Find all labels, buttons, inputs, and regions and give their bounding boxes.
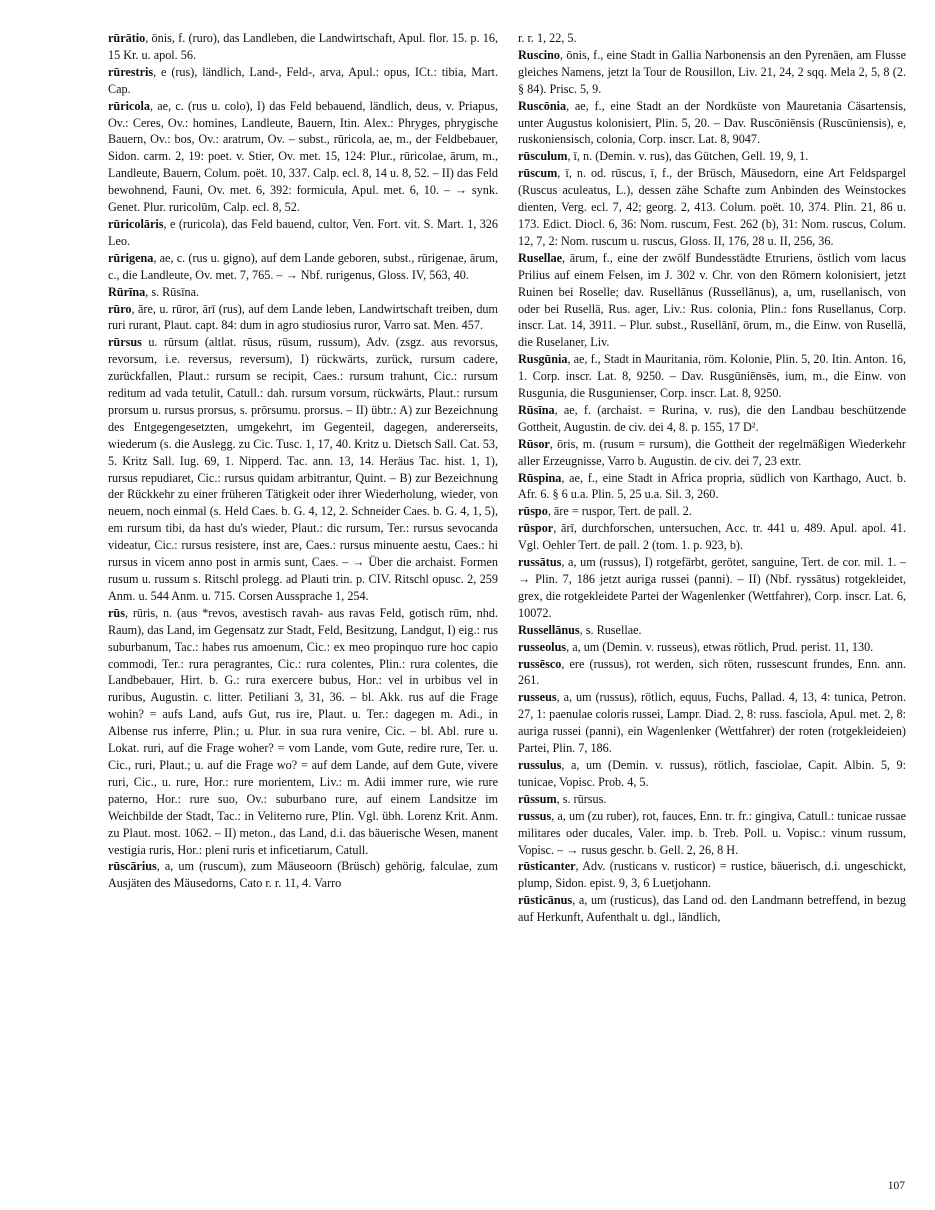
entry-text: r. r. 1, 22, 5. — [518, 31, 577, 45]
entry-headword: Rusgūnia — [518, 352, 568, 367]
dictionary-entry — [518, 808, 906, 859]
dictionary-entry — [108, 858, 498, 892]
dictionary-entry — [108, 98, 498, 216]
entry-headword: rūrsus — [108, 335, 142, 350]
right-column — [518, 30, 906, 926]
entry-text: , ōnis, f. (ruro), das Landleben, die Landwirtschaft, Apul. flor. 15. p. 16, 15 Kr. u. apol. 56. — [108, 31, 498, 62]
entry-headword: russulus — [518, 757, 562, 772]
entry-headword: Rūrīna — [108, 284, 146, 299]
entry-headword: rūspor — [518, 521, 554, 536]
dictionary-entry — [518, 436, 906, 470]
entry-text: , āre, u. rūror, ārī (rus), auf dem Lande leben, Landwirtschaft treiben, dum ruri rurant, Plaut. capt. 84: dum in agro studiosius ruror, Varro sat. Men. 457. — [108, 301, 498, 333]
entry-text: , ae, f., Stadt in Mauritania, röm. Kolonie, Plin. 5, 20. Itin. Anton. 16, 1. Corp. inscr. Lat. 8, 9250. – Dav. Rusgūniēnsēs, ium, m., die Einw. von Rusgunia, die Rusgunienser, Corp. inscr. Lat. 8, 9250. — [518, 352, 906, 401]
entry-headword: russeus — [518, 690, 557, 705]
entry-headword: rūsticanter — [518, 859, 576, 874]
dictionary-entry — [518, 351, 906, 402]
entry-headword: rūricola — [108, 98, 150, 113]
dictionary-entry — [518, 639, 906, 656]
entry-headword: rūrigena — [108, 250, 154, 265]
dictionary-entry — [518, 689, 906, 757]
entry-text: , ae, c. (rus u. colo), I) das Feld bebauend, ländlich, deus, v. Priapus, Ov.: Ceres, Ov.: homines, Landleute, Bauern, Itin. Alex.: Phryges, phrygische Bauern, Ov.: bos, Ov.: aratrum, Ov. – subst., rūricola, ae, m., der Feldbebauer, Sidon. carm. 2, 19: poet. v. Stier, Ov. met. 15, 124: Plur., rūricolae, ārum, m., Landleute, Bauern, Colum. poët. 10, 337. Calp. ecl. 8, 14 u. 8, 52. – II) das Feld bewohnend, Fauni, Ov. met. 6, 392: formicula, Apul. met. 6, 10. – → synk. Genet. Plur. ruricolūm, Calp. ecl. 8, 52. — [108, 98, 498, 215]
entry-text: , Adv. (rusticans v. rusticor) = rustice, bäuerisch, d.i. ungeschickt, plump, Sidon. epist. 9, 3, 6 Luetjohann. — [518, 859, 906, 891]
entry-headword: Russellānus — [518, 622, 580, 637]
entry-text: , s. Rūsīna. — [145, 284, 200, 299]
dictionary-entry — [108, 301, 498, 335]
entry-text: , ī, n. od. rūscus, ī, f., der Brüsch, Mäusedorn, eine Art Feldspargel (Ruscus aculeatus, L.), dessen zähe Schafte zum Anbinden des Weinstockes dienten, Verg. ecl. 7, 42; georg. 2, 413. Colum. poët. 10, 374. Plin. 21, 86 u. 173. Edict. Diocl. 6, 36: Nom. ruscum, Fest. 262 (b), 31: Nom. ruscus, Colum. 12, 7, 2: Nom. ruscum u. ruscus, Gloss. II, 176, 28 u. II, 256, 36. — [518, 166, 906, 248]
entry-headword: rūs — [108, 605, 125, 620]
entry-headword: Rūsīna — [518, 402, 555, 417]
dictionary-entry — [518, 520, 906, 554]
entry-text: , rūris, n. (aus *revos, avestisch ravah- aus ravas Feld, gotisch rūm, nhd. Raum), das Land, im Gegensatz zur Stadt, Feld, Besitzung, Landgut, I) eig.: rus suburbanum, Tac.: habes rus amoenum, Cic.: ex meo propinquo rure hoc capio commodi, Ter.: rura peragrantes, Cic.: rura colentes, Plin.: rura colentes, die Landbebauer, Hirt. b. G.: rura exercere bubus, Hor.: vel in urbibus vel in ruribus, Augustin. c. litter. Petiliani 3, 31, 36. – bl. Akk. rus auf die Frage wohin? = aufs Land, aufs Gut, rus ire, Plaut. u. Ter.: dagegen m. Adi., in Albense rus inferre, Plin.; u. Plur. in sua rura venire, Cic. – bl. Abl. rure u. Lokat. ruri, auf die Frage woher? = vom Lande, vom Gute, redire rure, Ter. u. Cic., ruri, Plaut.; u. auf die Frage wo? = auf dem Lande, auf dem Gute, vivere ruri, Cic., u. rure, Hor.: rure morientem, Liv.: m. Adii immer rure, wie rure paterno, Hor.: rure suo, Ov.: suburbano rure, auf einem Landsitze im Weichbilde der Stadt, Tac.: in Veliterno rure, Plin. Vgl. übh. Lorenz Krit. Anm. zu Plaut. most. 1062. – II) meton., das Land, d.i. das bäuerische Wesen, manent vestigia ruris, Hor.: pleni ruris et inficetiarum, Catull. — [108, 605, 498, 857]
entry-headword: rūricolāris — [108, 216, 164, 231]
entry-text: , ae, f., eine Stadt an der Nordküste von Mauretania Cäsartensis, unter Augustus kolonisiert, Plin. 5, 20. – Dav. Ruscōniēnsis (Ruscūniensis), e, ruskoniensisch, colonia, Corp. inscr. Lat. 8, 9047. — [518, 98, 906, 147]
dictionary-entry — [518, 656, 906, 690]
dictionary-entry — [108, 30, 498, 64]
entry-text: , a, um (Demin. v. russus), rötlich, fasciolae, Capit. Albin. 5, 9: tunicae, Vopisc. Prob. 4, 5. — [518, 757, 906, 789]
entry-headword: Ruscōnia — [518, 98, 567, 113]
entry-text: , a, um (russus), I) rotgefärbt, gerötet, sanguine, Tert. de cor. mil. 1. – → Plin. 7, 186 jetzt auriga russei (panni). – II) (Nbf. ryssātus) rotgekleidet, grex, die rotgekleidete Partei der Wagenlenker (Wettfahrer), Corp. inscr. Lat. 6, 10072. — [518, 555, 906, 620]
entry-text: , a, um (rusticus), das Land od. den Landmann betreffend, in bezug auf Herkunft, Aufenthalt u. dgl., ländlich, — [518, 893, 906, 925]
dictionary-entry — [108, 284, 498, 301]
dictionary-entry — [108, 64, 498, 98]
entry-headword: Ruscino — [518, 47, 560, 62]
entry-headword: rūro — [108, 301, 132, 316]
entry-headword: russēsco — [518, 656, 562, 671]
entry-text: , s. Rusellae. — [579, 622, 642, 637]
dictionary-entry — [518, 858, 906, 892]
entry-headword: russus — [518, 808, 552, 823]
entry-text: , e (ruricola), das Feld bauend, cultor, Ven. Fort. vit. S. Mart. 1, 326 Leo. — [108, 216, 498, 248]
dictionary-entry — [518, 892, 906, 926]
entry-text: , ae, f. (archaist. = Rurina, v. rus), die den Landbau beschützende Gottheit, Augustin. de civ. dei 4, 8. p. 155, 17 D². — [518, 402, 906, 434]
entry-headword: rūrātio — [108, 31, 146, 45]
dictionary-entry — [108, 605, 498, 859]
entry-headword: rūsculum — [518, 149, 568, 164]
dictionary-entry — [518, 250, 906, 351]
entry-text: , ōnis, f., eine Stadt in Gallia Narbonensis an den Pyrenäen, am Flusse gleiches Namens, jetzt la Tour de Rousillon, Liv. 21, 24, 2 sqq. Mela 2, 5, 8 (2. § 84). Prisc. 5, 9. — [518, 47, 906, 96]
entry-headword: Rūspina — [518, 470, 562, 485]
dictionary-entry — [518, 622, 906, 639]
entry-text: , a, um (ruscum), zum Mäuseoorn (Brüsch) gehörig, falculae, zum Ausjäten des Mäusedorns, Cato r. r. 11, 4. Varro — [108, 859, 498, 891]
dictionary-entry — [518, 165, 906, 250]
dictionary-entry — [108, 334, 498, 605]
dictionary-entry — [518, 470, 906, 504]
entry-text: , ōris, m. (rusum = rursum), die Gottheit der regelmäßigen Wiederkehr aller Erzeugnisse, Varro b. Augustin. de civ. dei 7, 23 extr. — [518, 436, 906, 468]
page-number: 107 — [887, 1180, 905, 1192]
entry-text: , ārī, durchforschen, untersuchen, Acc. tr. 441 u. 489. Apul. apol. 41. Vgl. Oehler Tert. de pall. 2 (tom. 1. p. 923, b). — [518, 521, 906, 553]
dictionary-entry — [108, 250, 498, 284]
left-column — [108, 30, 498, 892]
entry-headword: rūscum — [518, 166, 558, 181]
dictionary-entry — [518, 98, 906, 149]
entry-headword: russeolus — [518, 639, 567, 654]
entry-headword: rūssum — [518, 791, 557, 806]
dictionary-entry — [108, 216, 498, 250]
entry-headword: rūspo — [518, 504, 548, 519]
entry-text: , ae, f., eine Stadt in Africa propria, südlich von Karthago, Auct. b. Afr. 6. § 6 u.a. Plin. 5, 25 u.a. Sil. 3, 260. — [518, 470, 906, 502]
dictionary-entry — [518, 30, 906, 47]
entry-headword: Rūsor — [518, 436, 550, 451]
entry-text: , āre = ruspor, Tert. de pall. 2. — [547, 504, 692, 519]
entry-text: , ae, c. (rus u. gigno), auf dem Lande geboren, subst., rūrigenae, ārum, c., die Landleute, Ov. met. 7, 765. – → Nbf. rurigenus, Gloss. IV, 563, 40. — [108, 250, 498, 282]
entry-headword: rūsticānus — [518, 893, 573, 908]
entry-text: , a, um (zu ruber), rot, fauces, Enn. tr. fr.: gingiva, Catull.: tunicae russae militares oder ducales, Valer. imp. b. Treb. Poll. u. Vopisc.: vinum russum, Vopisc. – → rusus geschr. b. Gell. 2, 26, 8 H. — [518, 808, 906, 857]
dictionary-entry — [518, 148, 906, 165]
entry-text: , a, um (russus), rötlich, equus, Fuchs, Pallad. 4, 13, 4: tunica, Petron. 27, 1: paenulae coloris russei, Lampr. Diad. 2, 8: russ. fasciola, Apul. met. 2, 8: auriga russei (panni), ein Wagenlenker (Wettfahrer) der roten (rotgekleideien) Partei, Plin. 7, 186. — [518, 690, 906, 756]
entry-headword: Rusellae — [518, 250, 563, 265]
entry-text: , s. rūrsus. — [556, 791, 607, 806]
dictionary-entry — [518, 791, 906, 808]
entry-text: u. rūrsum (altlat. rūsus, rūsum, russum), Adv. (zsgz. aus revorsus, revorsum, i.e. reversus, reversum), I) rückwärts, zurück, rursum cadere, zurückfallen, Plaut.: rursum se recipit, Caes.: rursum trahunt, Cic.: rursum reditum ad vada tetulit, Catull.: dah. rursum vorsum, rückwärts, Plaut.: rursum prorsum u. rursus prorsus, s. prōrsumu. prorsus. – II) übtr.: A) zur Bezeichnung des Entgegengesetzten, umgekehrt, im Gegenteil, dagegen, andererseits, wiederum (s. die Auslegg. zu Cic. Tusc. 1, 17, 40. Kritz u. Dietsch Sall. Cat. 53, 5. Kritz Sall. Iug. 69, 1. Nipperd. Tac. ann. 13, 14. Heräus Tac. hist. 1, 1), rursus repudiaret, Cic.: rursus quidam arbitrantur, Quint. – B) zur Bezeichnung der Rückkehr zu einer früheren Tätigkeit oder ihrer Wiederholung, wieder, von neuem, noch einmal (s. Held Caes. b. G. 4, 12, 2. Schneider Caes. b. G. 4, 1, 5), em rursum tibi, da hast du's wieder, Plaut.: dic rursum, Ter.: rursus sevocanda videatur, Cic.: rursus resistere, inst are, Caes.: rursus minuente aestu, Caes.: hi rursus in vicem anno post in armis sunt, Caes. – → Über die archaist. Formen rusum u. russum s. Ritschl prolegg. ad Plauti trin. p. CIV. Ritschl opusc. 2, 259 Anm. u. 544 Anm. u. 715. Corsen Aussprache 1, 254. — [108, 335, 498, 603]
entry-text: , a, um (Demin. v. russeus), etwas rötlich, Prud. perist. 11, 130. — [566, 639, 874, 654]
dictionary-entry — [518, 503, 906, 520]
entry-headword: russātus — [518, 555, 562, 570]
entry-headword: rūrestris — [108, 64, 154, 79]
dictionary-entry — [518, 554, 906, 622]
dictionary-entry — [518, 757, 906, 791]
entry-text: , e (rus), ländlich, Land-, Feld-, arva, Apul.: opus, ICt.: tibia, Mart. Cap. — [108, 64, 498, 96]
entry-headword: rūscārius — [108, 859, 157, 874]
dictionary-entry — [518, 402, 906, 436]
entry-text: , ī, n. (Demin. v. rus), das Gütchen, Gell. 19, 9, 1. — [567, 149, 809, 164]
entry-text: , ere (russus), rot werden, sich röten, russescunt frundes, Enn. ann. 261. — [518, 656, 906, 688]
dictionary-entry — [518, 47, 906, 98]
entry-text: , ārum, f., eine der zwölf Bundesstädte Etruriens, östlich vom lacus Prilius auf einem Felsen, im J. 302 v. Chr. von den Römern kolonisiert, jetzt Ruinen bei Roselle; dav. Rusellānus (Russellānus), a, um, rusellanisch, von oder bei Rusellä, Rus. ager, Liv.: Rus. colonia, Plin.: fons Rusellanus, Corp. inscr. Lat. 14, 3911. – Plur. subst., Rusellānī, ōrum, m., die Einw. von Rusellä, die Ruselaner, Liv. — [518, 250, 906, 350]
